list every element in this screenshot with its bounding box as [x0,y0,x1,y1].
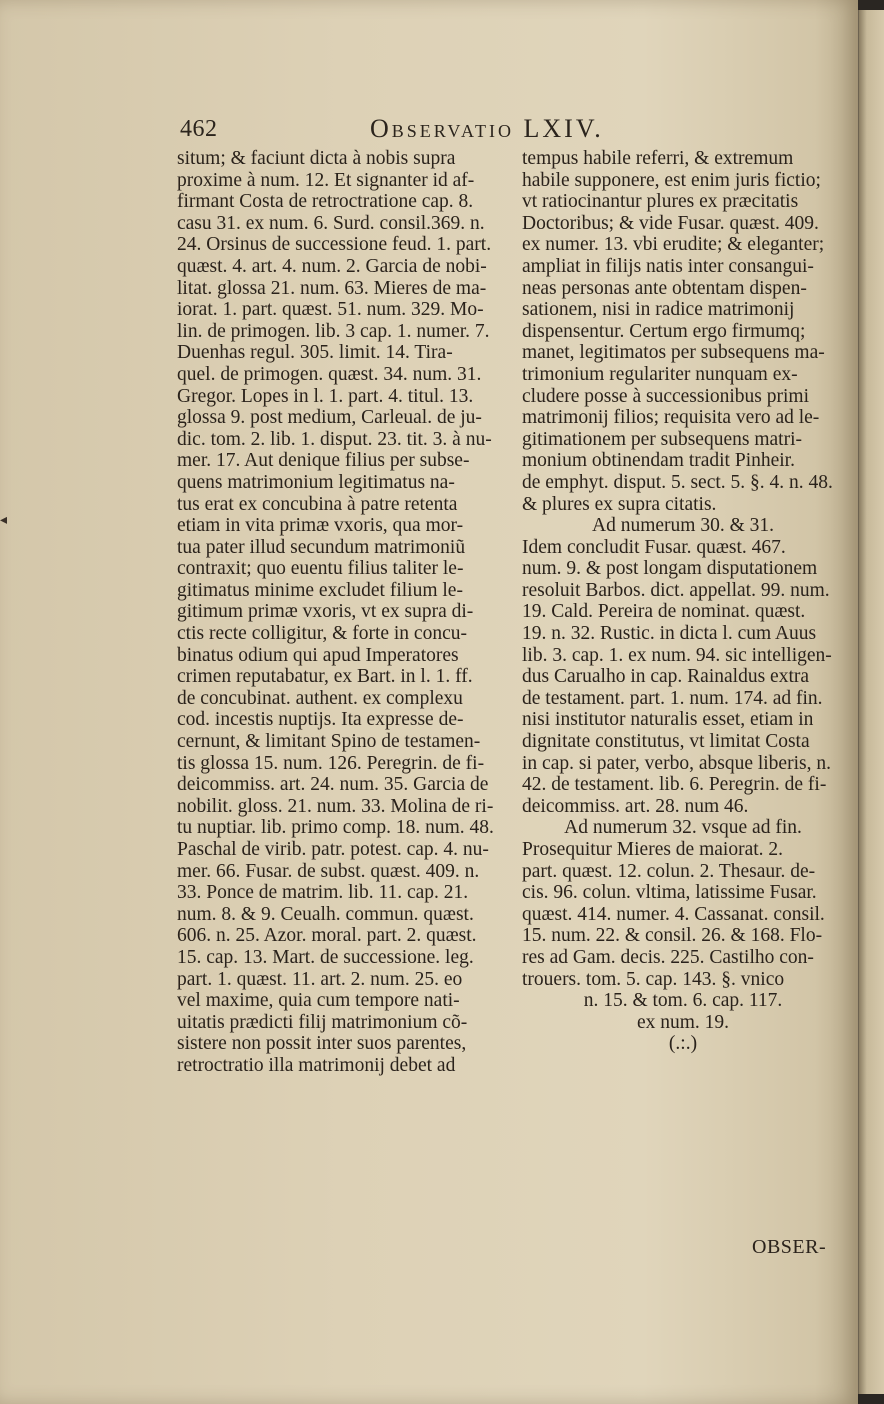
text-line: monium obtinendam tradit Pinheir. [522,450,795,472]
text-line: res ad Gam. decis. 225. Castilho con- [522,946,814,968]
text-line: trimonium regulariter nunquam ex- [522,363,798,385]
text-line: quel. de primogen. quæst. 34. num. 31. [177,363,482,385]
text-line: cludere posse à successionibus primi [522,385,810,407]
text-line: sistere non possit inter suos parentes, [177,1033,467,1055]
text-line: 19. Cald. Pereira de nominat. quæst. [522,601,806,623]
text-line: nobilit. gloss. 21. num. 33. Molina de ri- [177,795,494,817]
text-line: trouers. tom. 5. cap. 143. §. vnico [522,968,785,990]
text-line: n. 15. & tom. 6. cap. 117. [583,990,783,1012]
text-line: 606. n. 25. Azor. moral. part. 2. quæst. [177,925,477,947]
text-line: quæst. 414. numer. 4. Cassanat. consil. [522,903,825,925]
next-page-edge [858,10,884,1394]
text-line: sationem, nisi in radice matrimonij [522,299,795,321]
text-line: dic. tom. 2. lib. 1. disput. 23. tit. 3. à nu- [177,428,492,450]
text-line: nisi institutor naturalis esset, etiam in [522,709,814,731]
text-line: ampliat in filijs natis inter consangui- [522,255,814,277]
left-column [177,148,497,1077]
text-line: tus erat ex concubina à patre retenta [177,493,458,515]
text-line: situm; & faciunt dicta à nobis supra [177,148,456,169]
text-line: matrimonij filios; requisita vero ad le- [522,407,820,429]
text-line: deicommiss. art. 28. num 46. [522,795,749,817]
text-line: part. quæst. 12. colun. 2. Thesaur. de- [522,860,816,882]
text-line: de testament. part. 1. num. 174. ad fin. [522,687,823,709]
text-line: 15. cap. 13. Mart. de successione. leg. [177,946,474,968]
text-line: contraxit; quo euentu filius taliter le- [177,558,464,580]
page-header [180,112,848,146]
text-line: dus Carualho in cap. Rainaldus extra [522,666,810,688]
text-line: cis. 96. colun. vltima, latissime Fusar. [522,882,817,904]
text-line: tempus habile referri, & extremum [522,148,794,169]
text-line: Duenhas regul. 305. limit. 14. Tira- [177,342,453,364]
text-line: Prosequitur Mieres de maiorat. 2. [522,839,784,860]
text-line: cernunt, & limitant Spino de testamen- [177,731,481,753]
text-line: 42. de testament. lib. 6. Peregrin. de fi- [522,774,827,796]
text-line: quens matrimonium legitimatus na- [177,471,455,493]
text-line: num. 8. & 9. Ceualh. commun. quæst. [177,903,474,925]
text-line: dispensentur. Certum ergo firmumq; [522,320,806,342]
text-line: tis glossa 15. num. 126. Peregrin. de fi- [177,752,485,774]
text-line: Doctoribus; & vide Fusar. quæst. 409. [522,212,819,234]
text-line: de concubinat. authent. ex complexu [177,687,463,709]
text-line: crimen reputabatur, ex Bart. in l. 1. ff. [177,666,473,688]
text-line: gitimatus minime excludet filium le- [177,579,463,601]
text-line: lin. de primogen. lib. 3 cap. 1. numer. 7. [177,320,490,342]
text-line: iorat. 1. part. quæst. 51. num. 329. Mo- [177,299,484,321]
running-head: Observatio LXIV. [370,114,604,143]
text-line: 19. n. 32. Rustic. in dicta l. cum Auus [522,623,817,645]
text-line: firmant Costa de retroctratione cap. 8. [177,191,474,213]
text-line: binatus odium qui apud Imperatores [177,644,459,666]
text-line: uitatis prædicti filij matrimonium cõ- [177,1011,468,1033]
text-line: mer. 17. Aut denique filius per subse- [177,450,470,472]
text-line: vel maxime, quia cum tempore nati- [177,990,460,1012]
text-line: cod. incestis nuptijs. Ita expresse de- [177,709,464,731]
text-line: deicommiss. art. 24. num. 35. Garcia de [177,774,489,796]
text-line: quæst. 4. art. 4. num. 2. Garcia de nobi- [177,255,487,277]
text-line: 15. num. 22. & consil. 26. & 168. Flo- [522,925,823,947]
text-line: & plures ex supra citatis. [522,493,717,515]
text-line: Ad numerum 32. vsque ad fin. [564,817,802,839]
text-line: retroctratio illa matrimonij debet ad [177,1054,456,1076]
text-line: casu 31. ex num. 6. Surd. consil.369. n. [177,212,485,234]
text-line: tua pater illud secundum matrimoniũ [177,536,466,558]
text-line: 24. Orsinus de successione feud. 1. part. [177,234,492,256]
text-line: de emphyt. disput. 5. sect. 5. §. 4. n. 48. [522,471,833,493]
text-line: mer. 66. Fusar. de subst. quæst. 409. n. [177,860,480,882]
text-line: 33. Ponce de matrim. lib. 11. cap. 21. [177,882,469,904]
text-line: habile supponere, est enim juris fictio; [522,169,821,191]
text-line: ex num. 19. [636,1011,730,1033]
margin-mark: ◂ [0,513,8,528]
text-line: dignitate constitutus, vt limitat Costa [522,731,810,753]
text-line: glossa 9. post medium, Carleual. de ju- [177,407,482,429]
text-line: part. 1. quæst. 11. art. 2. num. 25. eo [177,968,463,990]
text-line: etiam in vita primæ vxoris, qua mor- [177,515,464,537]
page-number: 462 [180,116,218,142]
text-line: Gregor. Lopes in l. 1. part. 4. titul. 13. [177,385,474,407]
text-line: vt ratiocinantur plures ex præcitatis [522,191,799,213]
text-line: gitimationem per subsequens matri- [522,428,802,450]
text-line: proxime à num. 12. Et signanter id af- [177,169,475,191]
right-column [522,148,844,1055]
text-line: resoluit Barbos. dict. appellat. 99. num. [522,579,830,601]
text-line: tu nuptiar. lib. primo comp. 18. num. 48. [177,817,494,839]
text-line: litat. glossa 21. num. 63. Mieres de ma- [177,277,487,299]
catchword: OBSER- [752,1236,827,1258]
text-line: in cap. si pater, verbo, absque liberis, n. [522,752,831,774]
text-line: ex numer. 13. vbi erudite; & eleganter; [522,234,825,256]
text-line: manet, legitimatos per subsequens ma- [522,342,825,364]
text-line: lib. 3. cap. 1. ex num. 94. sic intelligen- [522,644,832,666]
text-line: neas personas ante obtentam dispen- [522,277,807,299]
text-line: num. 9. & post longam disputationem [522,558,818,580]
text-line: Ad numerum 30. & 31. [592,515,774,537]
text-line: Paschal de virib. patr. potest. cap. 4. nu- [177,839,489,860]
text-line: (.:.) [668,1033,698,1055]
text-line: ctis recte colligitur, & forte in concu- [177,623,467,645]
text-line: gitimum primæ vxoris, vt ex supra di- [177,601,474,623]
text-line: Idem concludit Fusar. quæst. 467. [522,536,786,558]
